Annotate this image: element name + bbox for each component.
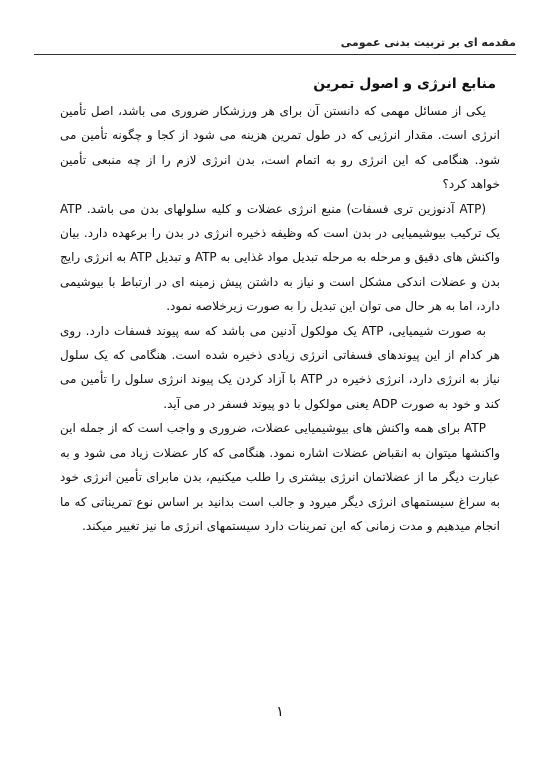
running-header: مقدمه ای بر تربیت بدنی عمومی bbox=[340, 36, 516, 49]
page-number: ۱ bbox=[276, 704, 284, 720]
paragraph: ATP برای همه واکنش های بیوشیمیایی عضلات، ضروری و واجب است که از جمله این واکنشها میتوان به انقباض عضلات اشاره نمود. هنگامی که کار عضلات زیاد می شود و به عبارت دیگر ما از عضلاتمان انرژی بیشتری را طلب میکنیم، بدن مابرای تأمین انرژی خود به سراغ سیستمهای انرژی دیگر میرود و جالب است بدانید بر اساس نوع تمریناتی که ما انجام میدهیم و مدت زمانی که این تمرینات دارد سیستمهای انرژی ما نیز تغییر میکند. bbox=[60, 421, 500, 533]
header-divider bbox=[34, 54, 516, 55]
paragraph: (ATP آدنوزین تری فسفات) منبع انرژی عضلات و کلیه سلولهای بدن می باشد. ATP یک ترکیب بیوشیمیایی در بدن است که وظیفه ذخیره انرژی در بدن را برعهده دارد. بیان واکنش های دقیق و مرحله به مرحله تبدیل مواد غذایی به ATP و تبدیل ATP به انرژی رایج بدن و عضلات اندکی مشکل است و نیاز به داشتن پیش زمینه ای در ارتباط با بیوشیمی دارد، اما به هر حال می توان این تبدیل را به صورت زیرخلاصه نمود. bbox=[60, 201, 500, 314]
paragraph: یکی از مسائل مهمی که دانستن آن برای هر ورزشکار ضروری می باشد، اصل تأمین انرژی است. مقدار انرژیی که در طول تمرین هزینه می شود از کجا و چگونه تأمین می شود. هنگامی که این انرژی رو به اتمام است، بدن انرژی لازم را از چه منبعی تأمین خواهد کرد؟ bbox=[60, 104, 500, 192]
paragraph: به صورت شیمیایی، ATP یک مولکول آدنین می باشد که سه پیوند فسفات دارد. روی هر کدام از این پیوندهای فسفاتی انرژی زیادی ذخیره شده است. هنگامی که یک سلول نیاز به انرژی دارد، انرژی ذخیره در ATP با آزاد کردن یک پیوند انرژی سلول را تأمین می کند و خود به صورت ADP یعنی مولکول با دو پیوند فسفر در می آید. bbox=[60, 323, 500, 411]
section-heading: منابع انرژی و اصول تمرین bbox=[313, 76, 496, 92]
body-text bbox=[60, 99, 500, 538]
